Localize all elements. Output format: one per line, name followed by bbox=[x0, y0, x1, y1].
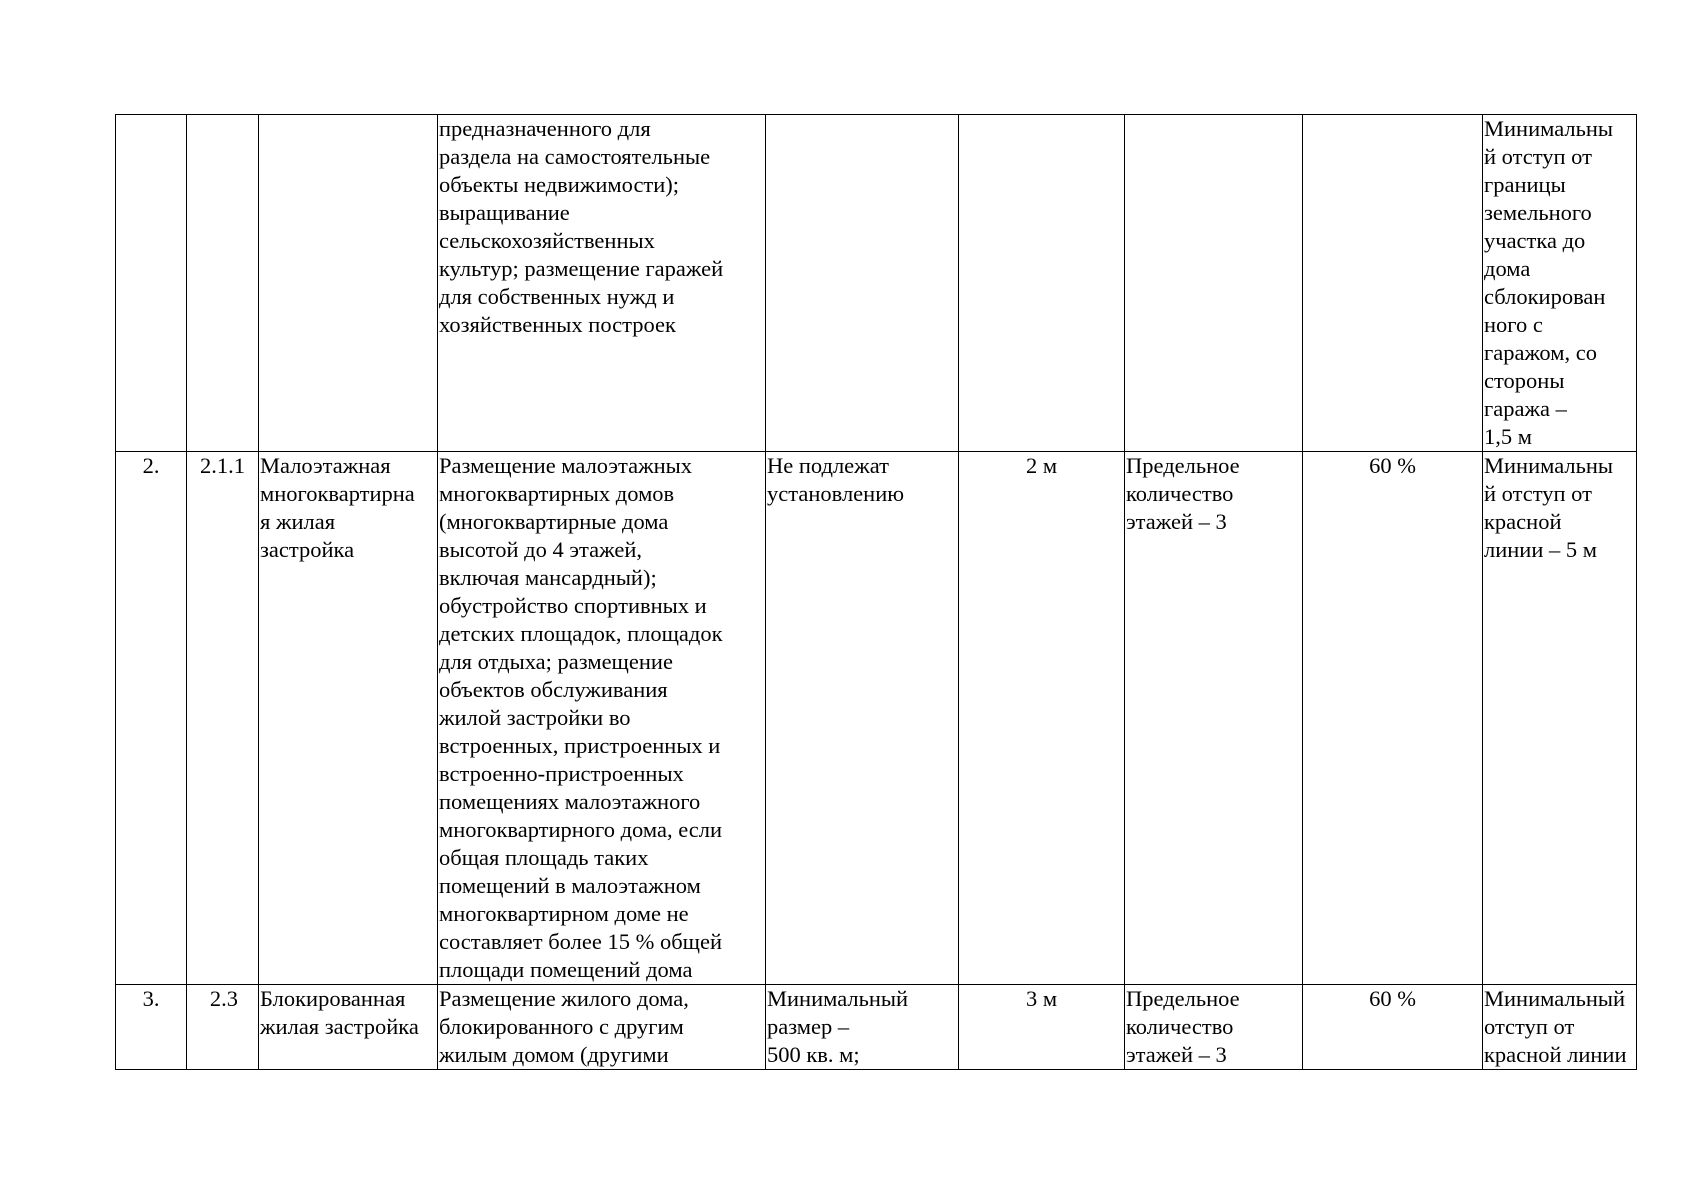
cell-other: Минимальны й отступ от красной линии – 5 м bbox=[1483, 452, 1637, 985]
cell-floors: Предельное количество этажей – 3 bbox=[1125, 452, 1303, 985]
table-row bbox=[116, 452, 1637, 985]
cell-plot-size: Минимальный размер – 500 кв. м; bbox=[766, 985, 959, 1070]
cell-coverage: 60 % bbox=[1303, 452, 1483, 985]
cell-other: Минимальны й отступ от границы земельного участка до дома сблокирован ного с гаражом, со стороны гаража – 1,5 м bbox=[1483, 115, 1637, 452]
cell-plot-size: Не подлежат установлению bbox=[766, 452, 959, 985]
cell-number: 3. bbox=[116, 985, 187, 1070]
cell-number bbox=[116, 115, 187, 452]
table-row bbox=[116, 115, 1637, 452]
cell-coverage: 60 % bbox=[1303, 985, 1483, 1070]
regulations-table bbox=[115, 114, 1637, 1070]
cell-code: 2.3 bbox=[187, 985, 259, 1070]
cell-name: Малоэтажная многоквартирна я жилая застройка bbox=[259, 452, 438, 985]
cell-description: Размещение малоэтажных многоквартирных домов (многоквартирные дома высотой до 4 этажей, включая мансардный); обустройство спортивных и детских площадок, площадок для отдыха; размещение объектов обслуживания жилой застройки во встроенных, пристроенных и встроенно-пристроенных помещениях малоэтажного многоквартирного дома, если общая площадь таких помещений в малоэтажном многоквартирном доме не составляет более 15 % общей площади помещений дома bbox=[438, 452, 766, 985]
cell-setback bbox=[959, 115, 1125, 452]
cell-plot-size bbox=[766, 115, 959, 452]
cell-name bbox=[259, 115, 438, 452]
cell-floors: Предельное количество этажей – 3 bbox=[1125, 985, 1303, 1070]
cell-coverage bbox=[1303, 115, 1483, 452]
cell-number: 2. bbox=[116, 452, 187, 985]
cell-floors bbox=[1125, 115, 1303, 452]
cell-other: Минимальный отступ от красной линии bbox=[1483, 985, 1637, 1070]
table-row bbox=[116, 985, 1637, 1070]
cell-setback: 2 м bbox=[959, 452, 1125, 985]
cell-name: Блокированная жилая застройка bbox=[259, 985, 438, 1070]
cell-description: Размещение жилого дома, блокированного с другим жилым домом (другими bbox=[438, 985, 766, 1070]
cell-setback: 3 м bbox=[959, 985, 1125, 1070]
cell-code bbox=[187, 115, 259, 452]
cell-code: 2.1.1 bbox=[187, 452, 259, 985]
cell-description: предназначенного для раздела на самостоятельные объекты недвижимости); выращивание сельскохозяйственных культур; размещение гаражей для собственных нужд и хозяйственных построек bbox=[438, 115, 766, 452]
